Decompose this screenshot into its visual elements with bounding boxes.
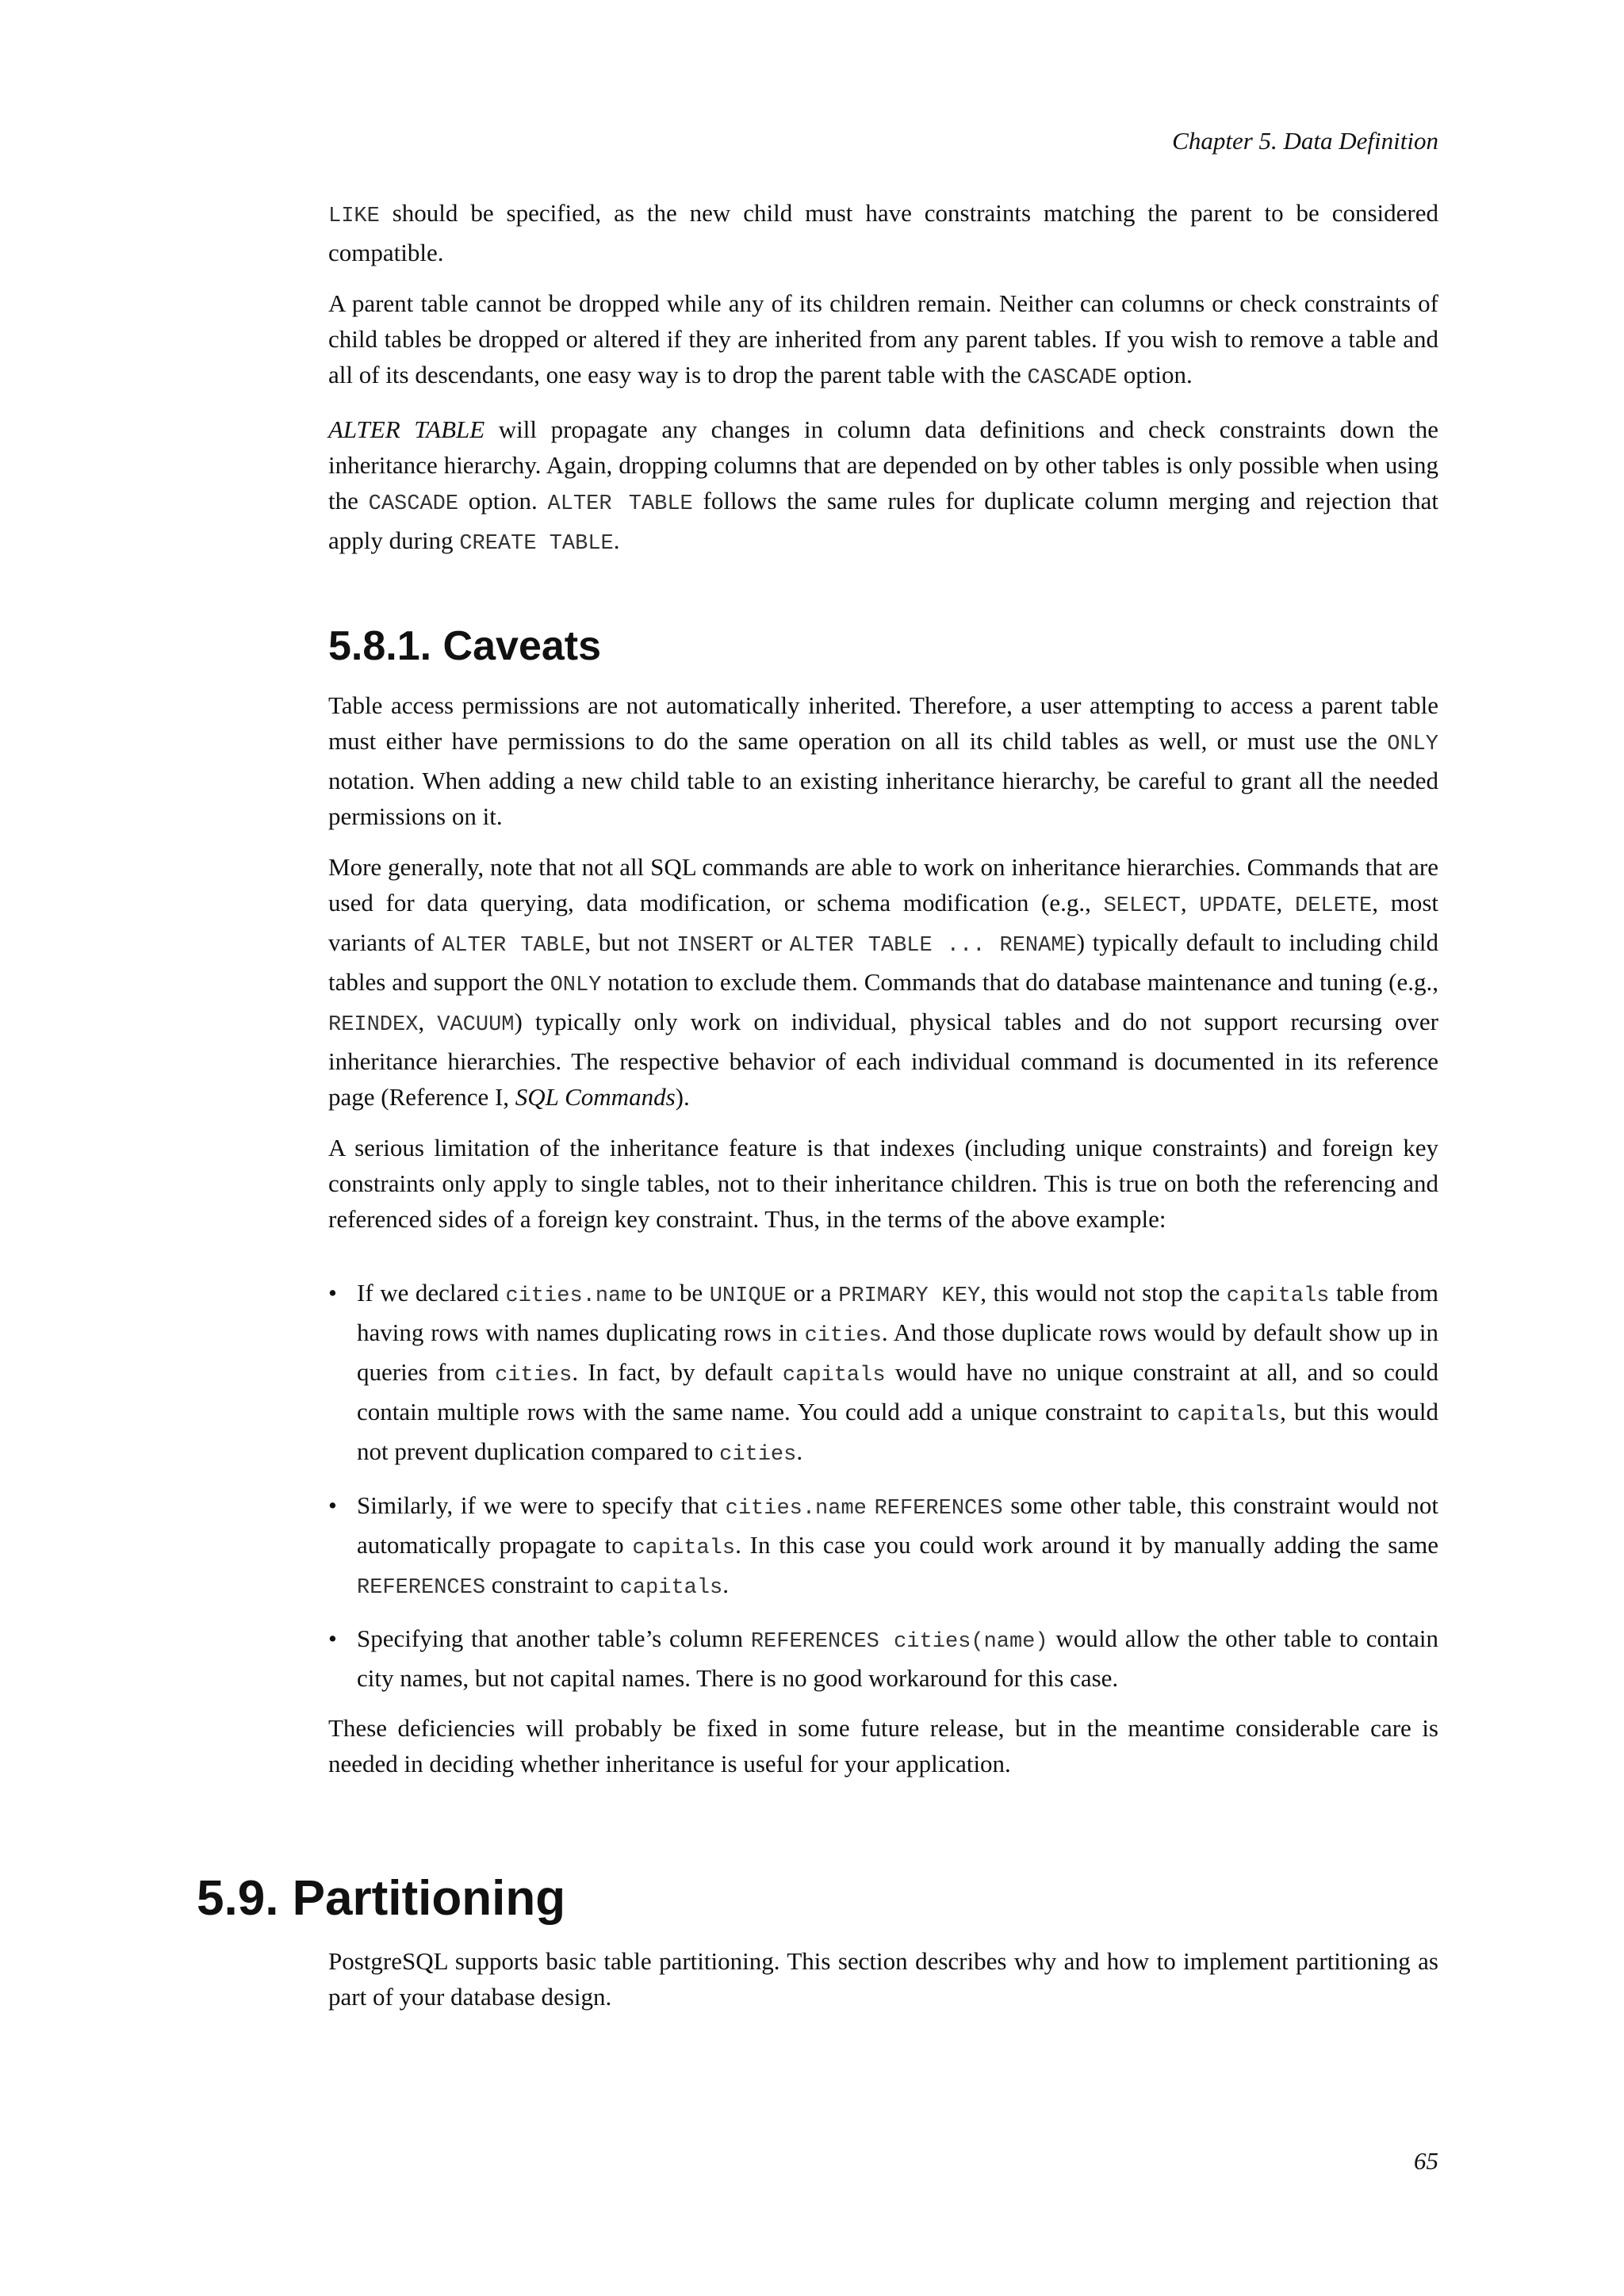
paragraph-limitation: A serious limitation of the inheritance feature is that indexes (including unique constraints) and foreign key constraints only apply to single tables, not to their inheritance children. This is true on both the referencing and referenced sides of a foreign key constraint. Thus, in the terms of the above example: [328,1134,1438,1233]
paragraph-sql-commands: More generally, note that not all SQL commands are able to work on inheritance hierarchies. Commands that are used for data querying, data modification, or schema modification (e.g., SELECT, UPDATE, DELETE, most variants of ALTER TABLE, but not INSERT or ALTER TABLE ... RENAME) typically default to including child tables and support the ONLY notation to exclude them. Commands that do database maintenance and tuning (e.g., REINDEX, VACUUM) typically only work on individual, physical tables and do not support recursing over inheritance hierarchies. The respective behavior of each individual command is documented in its reference page (Reference I, SQL Commands). [328,853,1439,1111]
bullet-icon: • [328,1624,337,1652]
paragraph-like-constraints: LIKE should be specified, as the new child must have constraints matching the parent to be considered compatible. [328,199,1438,266]
paragraph-deficiencies: These deficiencies will probably be fixed in some future release, but in the meantime considerable care is needed in deciding whether inheritance is useful for your application. [328,1714,1438,1777]
reference-link-sql-commands[interactable]: SQL Commands [515,1083,676,1111]
code-like: LIKE [328,205,380,228]
page-body [197,195,1439,2030]
section-heading-partitioning: 5.9. Partitioning [197,1871,566,1926]
code-cascade: CASCADE [1027,366,1117,390]
list-item: • Similarly, if we were to specify that cities.name REFERENCES some other table, this constraint would not automatically propagate to capitals. In this case you could work around it by manually adding the same REFERENCES constraint to capitals. [328,1487,1438,1606]
paragraph-drop-parent: A parent table cannot be dropped while any of its children remain. Neither can columns or check constraints of child tables be dropped or altered if they are inherited from any parent tables. If you wish to remove a table and all of its descendants, one easy way is to drop the parent table with the CASCADE option. [328,289,1438,390]
list-item: • If we declared cities.name to be UNIQUE or a PRIMARY KEY, this would not stop the capitals table from having rows with names duplicating rows in cities. And those duplicate rows would by default show up in queries from cities. In fact, by default capitals would have no unique constraint at all, and so could contain multiple rows with the same name. You could add a unique constraint to capitals, but this would not prevent duplication compared to cities. [328,1275,1438,1473]
caveats-bullet-list [328,1275,1438,1696]
bullet-icon: • [328,1279,337,1307]
section-heading-caveats: 5.8.1. Caveats [328,623,602,669]
emphasis-alter-table: ALTER TABLE [328,415,485,443]
paragraph-permissions: Table access permissions are not automatically inherited. Therefore, a user attempting to access a parent table must either have permissions to do the same operation on all its child tables as well, or must use the ONLY notation. When adding a new child table to an existing inheritance hierarchy, be careful to grant all the needed permissions on it. [328,691,1438,830]
paragraph-alter-table: ALTER TABLE will propagate any changes in column data definitions and check constraints down the inheritance hierarchy. Again, dropping columns that are depended on by other tables is only possible when using the CASCADE option. ALTER TABLE follows the same rules for duplicate column merging and rejection that apply during CREATE TABLE. [328,415,1438,556]
list-item: • Specifying that another table’s column REFERENCES cities(name) would allow the other table to contain city names, but not capital names. There is no good workaround for this case. [328,1621,1438,1696]
page-number: 65 [1414,2147,1438,2175]
running-header: Chapter 5. Data Definition [1172,127,1438,155]
paragraph-partitioning-intro: PostgreSQL supports basic table partitioning. This section describes why and how to implement partitioning as part of your database design. [328,1947,1438,2011]
bullet-icon: • [328,1491,337,1519]
